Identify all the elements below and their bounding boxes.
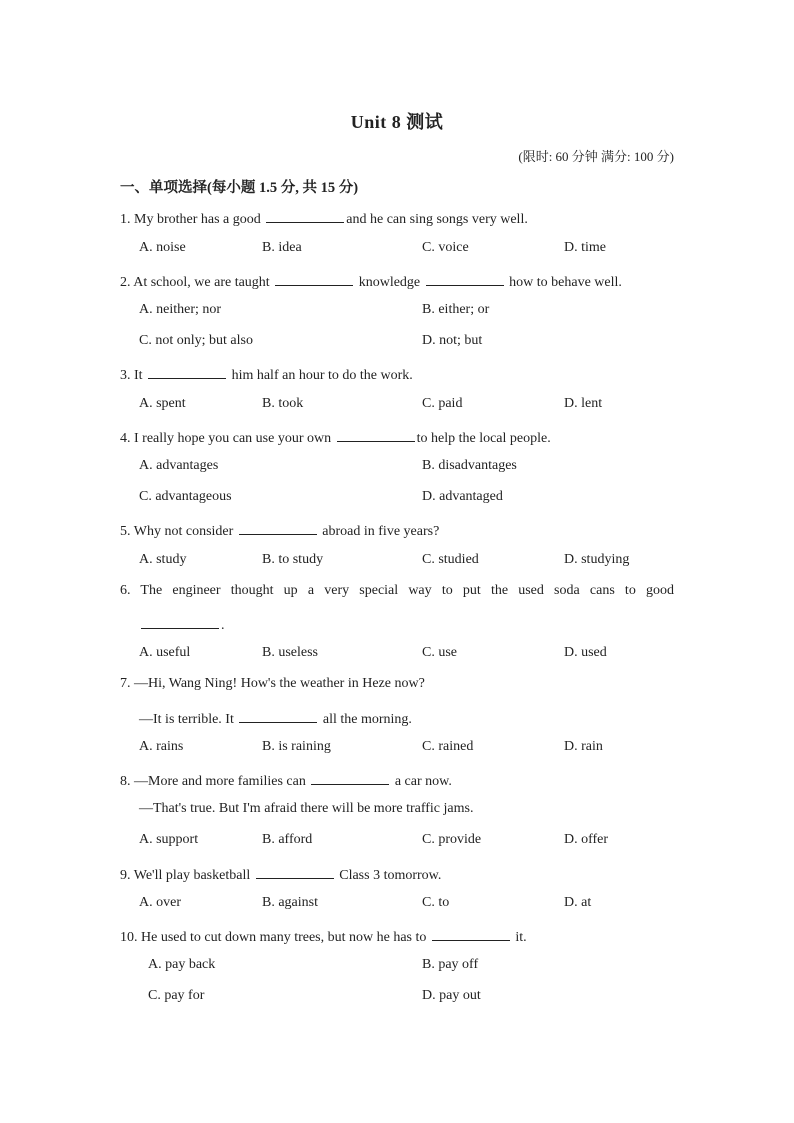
option-b: B. either; or — [422, 302, 490, 317]
question-number: 4. — [120, 431, 131, 446]
option-a: A. useful — [139, 645, 191, 660]
option-b: B. idea — [262, 240, 302, 255]
answer-blank — [275, 271, 353, 286]
question-number: 8. — [120, 774, 131, 789]
answer-blank — [239, 520, 317, 535]
option-d: D. at — [564, 895, 592, 910]
option-c: C. studied — [422, 552, 479, 567]
question-7 — [120, 676, 425, 692]
question-text: He used to cut down many trees, but now he has to — [141, 930, 427, 945]
option-b: B. pay off — [422, 957, 479, 972]
answer-blank — [141, 614, 219, 629]
option-c: C. not only; but also — [139, 333, 253, 348]
option-a: A. over — [139, 895, 181, 910]
question-7-line2 — [139, 708, 412, 728]
question-text: to help the local people. — [416, 431, 551, 446]
option-c: C. pay for — [148, 988, 205, 1003]
question-text: —Hi, Wang Ning! How's the weather in Heze now? — [134, 676, 425, 691]
option-b: B. afford — [262, 832, 313, 847]
option-c: C. use — [422, 645, 457, 660]
option-b: B. took — [262, 396, 304, 411]
option-a: A. spent — [139, 396, 186, 411]
question-text: . — [221, 618, 225, 633]
answer-blank — [148, 364, 226, 379]
question-text: It — [134, 368, 143, 383]
option-d: D. used — [564, 645, 607, 660]
question-text: abroad in five years? — [322, 524, 440, 539]
option-c: C. rained — [422, 739, 474, 754]
question-number: 2. — [120, 275, 131, 290]
question-9 — [120, 864, 441, 884]
exam-info: (限时: 60 分钟 满分: 100 分) — [518, 149, 674, 164]
question-text: My brother has a good — [134, 212, 261, 227]
question-text: him half an hour to do the work. — [231, 368, 413, 383]
answer-blank — [311, 770, 389, 785]
option-c: C. advantageous — [139, 489, 232, 504]
question-text: —It is terrible. It — [139, 712, 234, 727]
question-number: 7. — [120, 676, 131, 691]
question-6-continuation — [139, 614, 225, 634]
option-b: B. to study — [262, 552, 324, 567]
question-text: Why not consider — [133, 524, 234, 539]
question-text: how to behave well. — [509, 275, 622, 290]
question-number: 9. — [120, 868, 131, 883]
question-text: all the morning. — [322, 712, 412, 727]
answer-blank — [426, 271, 504, 286]
option-b: B. useless — [262, 645, 318, 660]
option-d: D. pay out — [422, 988, 481, 1003]
question-number: 10. — [120, 930, 138, 945]
question-3 — [120, 364, 413, 384]
section-heading: 一、单项选择(每小题 1.5 分, 共 15 分) — [120, 180, 359, 196]
question-text: it. — [515, 930, 527, 945]
question-8 — [120, 770, 452, 790]
option-d: D. advantaged — [422, 489, 503, 504]
question-text: Class 3 tomorrow. — [339, 868, 442, 883]
page-title: Unit 8 测试 — [350, 112, 444, 132]
answer-blank — [337, 427, 415, 442]
answer-blank — [266, 208, 344, 223]
option-b: B. against — [262, 895, 318, 910]
question-1 — [120, 208, 528, 228]
option-c: C. voice — [422, 240, 469, 255]
option-d: D. rain — [564, 739, 603, 754]
question-number: 3. — [120, 368, 131, 383]
option-b: B. is raining — [262, 739, 331, 754]
answer-blank — [432, 926, 510, 941]
option-a: A. study — [139, 552, 187, 567]
answer-blank — [239, 708, 317, 723]
option-c: C. to — [422, 895, 450, 910]
option-c: C. provide — [422, 832, 482, 847]
question-text: —More and more families can — [134, 774, 306, 789]
option-a: A. noise — [139, 240, 186, 255]
question-2 — [120, 271, 622, 291]
option-a: A. rains — [139, 739, 184, 754]
question-number: 6. — [120, 583, 131, 598]
question-text: a car now. — [394, 774, 452, 789]
option-d: D. offer — [564, 832, 609, 847]
option-c: C. paid — [422, 396, 463, 411]
option-a: A. pay back — [148, 957, 216, 972]
question-text: I really hope you can use your own — [134, 431, 332, 446]
option-a: A. support — [139, 832, 199, 847]
question-text: knowledge — [358, 275, 421, 290]
question-number: 1. — [120, 212, 131, 227]
option-a: A. neither; nor — [139, 302, 222, 317]
question-text: At school, we are taught — [133, 275, 270, 290]
answer-blank — [256, 864, 334, 879]
question-text: We'll play basketball — [133, 868, 251, 883]
question-6 — [120, 583, 674, 599]
question-text: The engineer thought up a very special way to put the used soda cans to good — [140, 583, 674, 598]
option-d: D. not; but — [422, 333, 483, 348]
question-text: and he can sing songs very well. — [346, 212, 528, 227]
question-8-line2: —That's true. But I'm afraid there will be more traffic jams. — [139, 801, 474, 816]
option-a: A. advantages — [139, 458, 219, 473]
option-d: D. lent — [564, 396, 603, 411]
question-5 — [120, 520, 439, 540]
option-d: D. time — [564, 240, 606, 255]
question-10 — [120, 926, 527, 946]
question-number: 5. — [120, 524, 131, 539]
option-d: D. studying — [564, 552, 630, 567]
question-4 — [120, 427, 551, 447]
option-b: B. disadvantages — [422, 458, 517, 473]
